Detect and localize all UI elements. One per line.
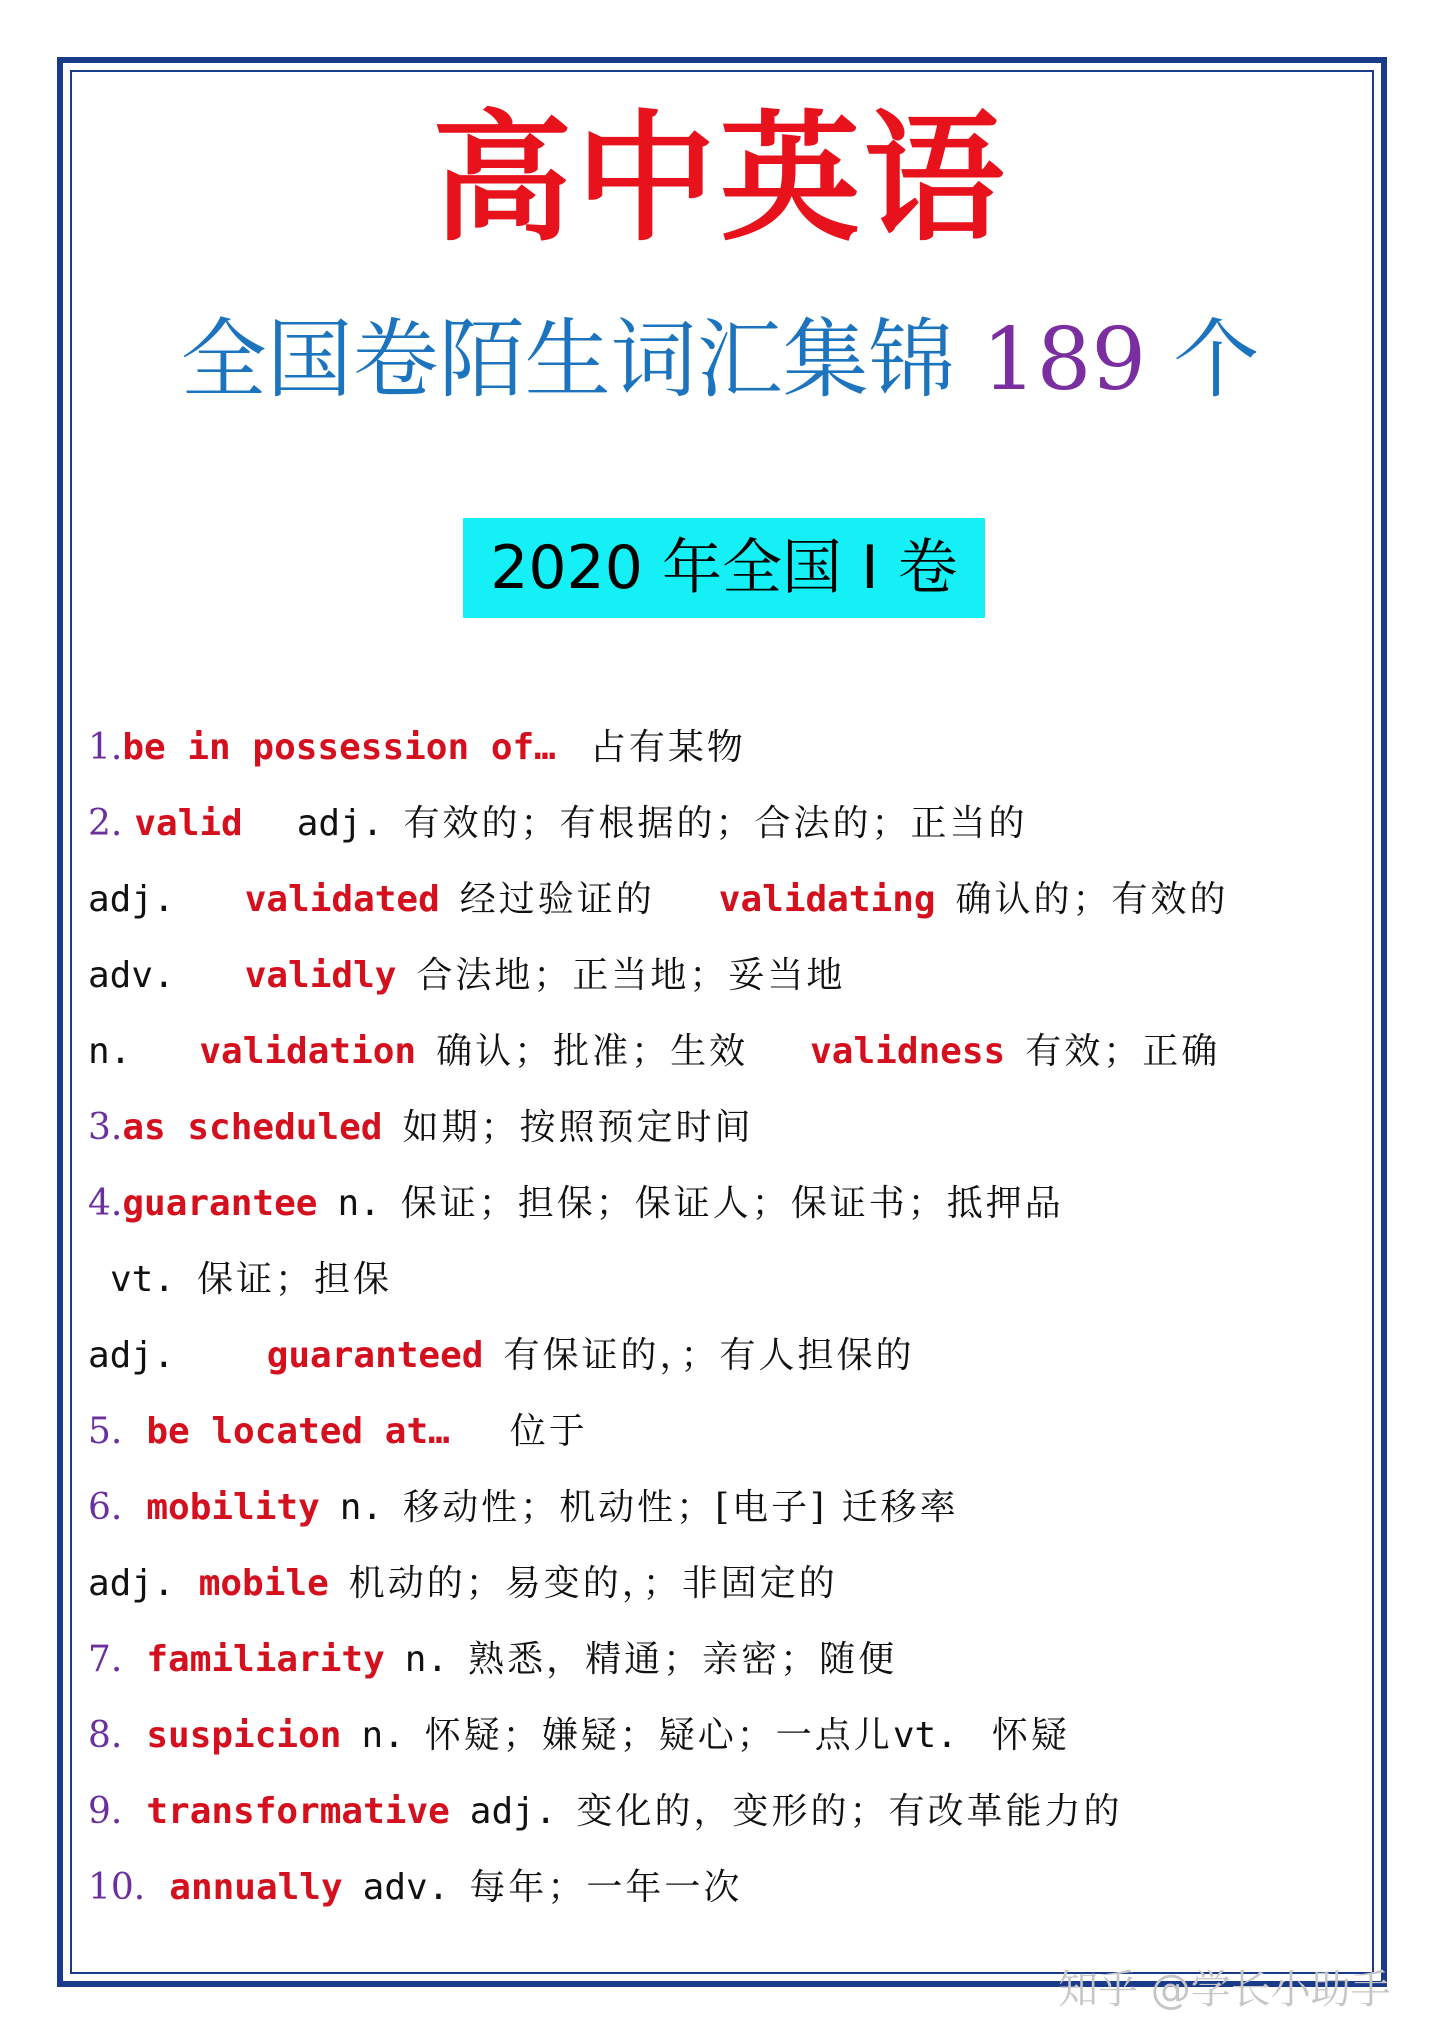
entry-word: annually bbox=[169, 1867, 343, 1908]
entry-definition: 有保证的，；有人担保的 bbox=[503, 1335, 915, 1376]
entry-pos: n. bbox=[337, 1183, 381, 1224]
entry-word: mobility bbox=[146, 1487, 320, 1528]
vocab-line bbox=[88, 1014, 1338, 1090]
entry-definition: 变化的，变形的；有改革能力的 bbox=[576, 1791, 1123, 1832]
vocab-line bbox=[88, 862, 1338, 938]
vocab-line bbox=[88, 1318, 1338, 1394]
section-banner: 2020 年全国 I 卷 bbox=[463, 518, 985, 618]
entry-number: 7. bbox=[88, 1639, 123, 1680]
vocab-line bbox=[88, 1546, 1338, 1622]
entry-definition: 移动性；机动性；[电子] 迁移率 bbox=[403, 1487, 959, 1528]
watermark: 知乎 @学长小助手 bbox=[1058, 1967, 1391, 2013]
entry-number: 5. bbox=[88, 1411, 123, 1452]
entry-pos: n. bbox=[88, 1031, 132, 1072]
entry-word-2: validness bbox=[810, 1031, 1006, 1072]
entry-word: be located at… bbox=[146, 1411, 450, 1452]
subtitle-count: 189 bbox=[981, 310, 1147, 410]
vocab-line bbox=[88, 1622, 1338, 1698]
entry-word: validation bbox=[199, 1031, 417, 1072]
entry-definition: 保证；担保；保证人；保证书；抵押品 bbox=[400, 1183, 1064, 1224]
entry-word: suspicion bbox=[146, 1715, 342, 1756]
vocab-list bbox=[88, 710, 1338, 1926]
entry-definition: 占有某物 bbox=[589, 727, 746, 768]
vocab-line bbox=[88, 1774, 1338, 1850]
entry-pos: adv. bbox=[88, 955, 175, 996]
vocab-line bbox=[88, 1242, 1338, 1318]
subtitle-text: 全国卷陌生词汇集锦 bbox=[180, 310, 982, 410]
entry-pos: n. bbox=[339, 1487, 384, 1528]
entry-pos: adj. bbox=[469, 1791, 557, 1832]
entry-word: validly bbox=[244, 955, 397, 996]
entry-number: 1. bbox=[88, 727, 123, 768]
page-title: 高中英语 bbox=[431, 98, 1008, 261]
entry-word-2: validating bbox=[718, 879, 936, 920]
entry-pos: n. bbox=[404, 1639, 449, 1680]
entry-definition: 有效的；有根据的；合法的；正当的 bbox=[403, 803, 1028, 844]
vocab-line bbox=[88, 1470, 1338, 1546]
entry-word: valid bbox=[134, 803, 243, 844]
entry-pos: vt. bbox=[110, 1259, 176, 1300]
vocab-line bbox=[88, 1698, 1338, 1774]
entry-number: 8. bbox=[88, 1715, 123, 1756]
entry-pos: n. bbox=[361, 1715, 405, 1756]
entry-pos: adj. bbox=[88, 1335, 175, 1376]
entry-pos: adv. bbox=[362, 1867, 450, 1908]
entry-definition: 合法地；正当地；妥当地 bbox=[416, 955, 846, 996]
vocab-line bbox=[88, 710, 1338, 786]
entry-definition: 位于 bbox=[509, 1411, 588, 1452]
entry-definition: 保证；担保 bbox=[197, 1259, 393, 1300]
entry-number: 10. bbox=[88, 1867, 146, 1908]
entry-word: as scheduled bbox=[122, 1107, 383, 1148]
entry-word: mobile bbox=[198, 1563, 329, 1604]
entry-number: 4. bbox=[88, 1183, 123, 1224]
vocab-line bbox=[88, 1166, 1338, 1242]
vocab-line bbox=[88, 786, 1338, 862]
entry-definition: 确认；批准；生效 bbox=[436, 1031, 749, 1072]
entry-pos-2: vt. bbox=[892, 1715, 958, 1756]
entry-word: transformative bbox=[146, 1791, 450, 1832]
entry-number: 3. bbox=[88, 1107, 123, 1148]
entry-word: familiarity bbox=[146, 1639, 385, 1680]
entry-number: 9. bbox=[88, 1791, 123, 1832]
entry-definition-2: 确认的；有效的 bbox=[955, 879, 1229, 920]
entry-word: validated bbox=[244, 879, 440, 920]
entry-number: 2. bbox=[88, 803, 123, 844]
entry-pos: adj. bbox=[88, 1563, 175, 1604]
vocab-line bbox=[88, 1394, 1338, 1470]
entry-word: guaranteed bbox=[266, 1335, 484, 1376]
entry-definition-2: 怀疑 bbox=[991, 1715, 1070, 1756]
entry-definition: 机动的；易变的，；非固定的 bbox=[348, 1563, 838, 1604]
entry-definition: 每年；一年一次 bbox=[469, 1867, 743, 1908]
entry-definition: 经过验证的 bbox=[459, 879, 655, 920]
vocab-line bbox=[88, 1090, 1338, 1166]
entry-word: be in possession of… bbox=[122, 727, 556, 768]
entry-pos: adj. bbox=[296, 803, 384, 844]
page-subtitle bbox=[0, 305, 1440, 415]
entry-number: 6. bbox=[88, 1487, 123, 1528]
subtitle-unit: 个 bbox=[1146, 310, 1260, 410]
entry-definition: 怀疑；嫌疑；疑心；一点儿 bbox=[424, 1715, 893, 1756]
entry-pos: adj. bbox=[88, 879, 175, 920]
entry-word: guarantee bbox=[122, 1183, 318, 1224]
entry-definition: 熟悉，精通；亲密；随便 bbox=[468, 1639, 898, 1680]
entry-definition-2: 有效；正确 bbox=[1025, 1031, 1221, 1072]
vocab-line bbox=[88, 938, 1338, 1014]
entry-definition: 如期；按照预定时间 bbox=[402, 1107, 754, 1148]
vocab-line bbox=[88, 1850, 1338, 1926]
